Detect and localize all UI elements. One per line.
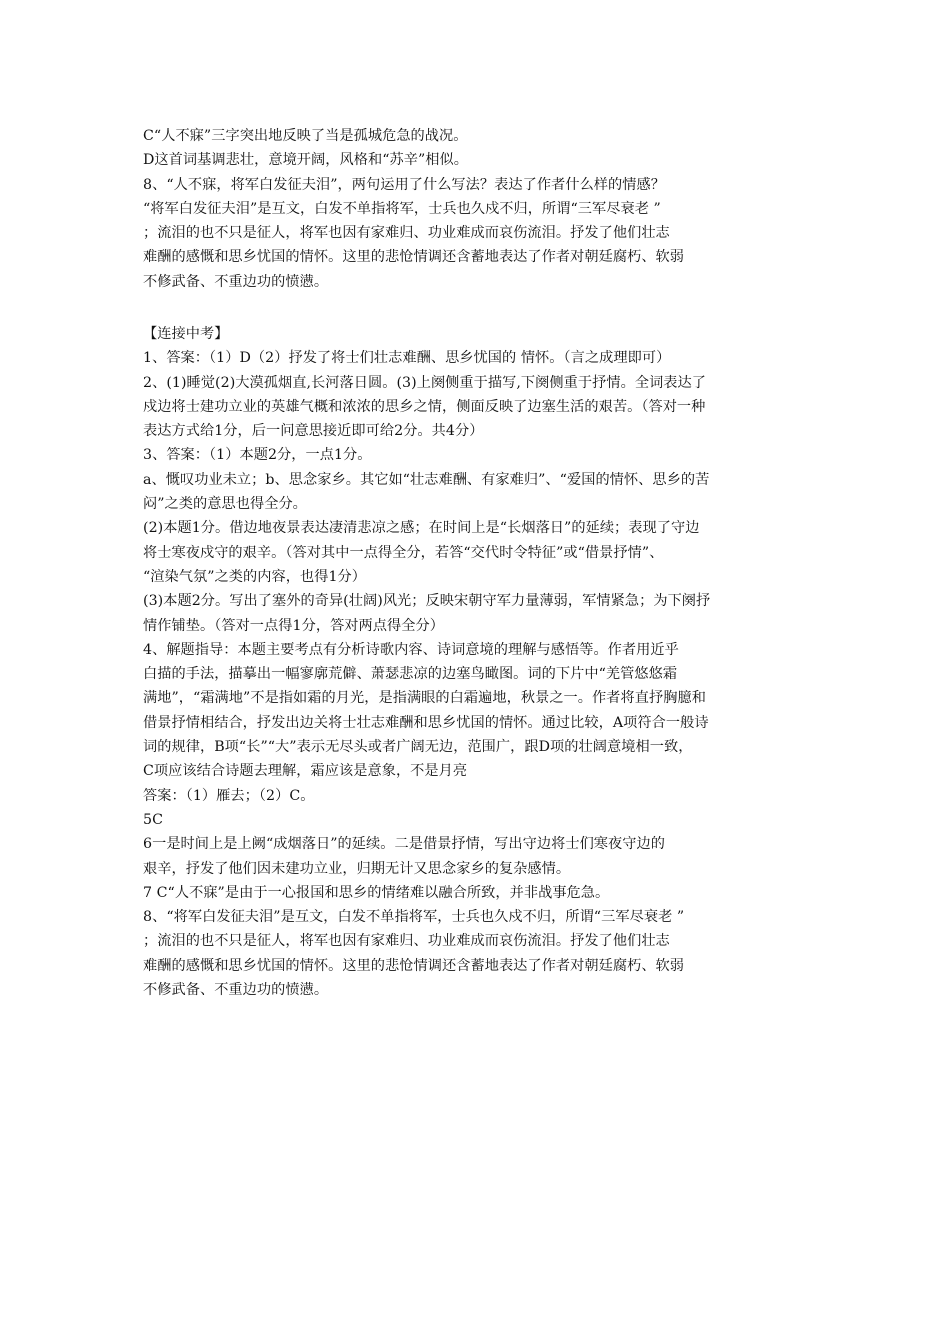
text-line: 表达方式给1分，后一问意思接近即可给2分。共4分） (143, 423, 484, 440)
text-line: a、慨叹功业未立；b、思念家乡。其它如“壮志难酬、有家难归”、“爱国的情怀、思乡的苦 (143, 471, 710, 488)
text-line: 5C (143, 811, 163, 828)
text-line: 3、答案：（1）本题2分，一点1分。 (143, 447, 372, 464)
text-line: 闷”之类的意思也得全分。 (143, 496, 307, 513)
text-line: “将军白发征夫泪”是互文，白发不单指将军，士兵也久戍不归，所谓“三军尽衰老 ” (143, 200, 661, 217)
text-line: 4、解题指导：本题主要考点有分析诗歌内容、诗词意境的理解与感悟等。作者用近乎 (143, 641, 679, 658)
text-line: 8、“将军白发征夫泪”是互文，白发不单指将军，士兵也久戍不归，所谓“三军尽衰老 ” (143, 909, 685, 926)
text-line: 6一是时间上是上阙“成烟落日”的延续。二是借景抒情，写出守边将士们寒夜守边的 (143, 836, 665, 853)
text-line: (3)本题2分。写出了塞外的奇异(壮阔)风光；反映宋朝守军力量薄弱，军情紧急；为下阕抒 (143, 593, 711, 610)
text-line: 难酬的感慨和思乡忧国的情怀。这里的悲怆情调还含蓄地表达了作者对朝廷腐朽、软弱 (143, 249, 685, 266)
text-line: 1、答案：（1）D（2）抒发了将士们壮志难酬、思乡忧国的 情怀。（言之成理即可） (143, 350, 671, 367)
text-line: 艰辛，抒发了他们因未建功立业，归期无计又思念家乡的复杂感情。 (143, 860, 571, 877)
section-heading: 【连接中考】 (143, 326, 229, 342)
text-line: 词的规律，B项“长”“大”表示无尽头或者广阔无边，范围广，跟D项的壮阔意境相一致， (143, 739, 693, 756)
text-line: 情作铺垫。（答对一点得1分，答对两点得全分） (143, 617, 444, 634)
answers-section (143, 322, 833, 1002)
question-continuation (143, 124, 833, 294)
text-line: C项应该结合诗题去理解，霜应该是意象，不是月亮 (143, 763, 468, 780)
text-line: 8、“人不寐，将军白发征夫泪”，两句运用了什么写法？表达了作者什么样的情感？ (143, 176, 665, 193)
text-line: C“人不寐”三字突出地反映了当是孤城危急的战况。 (143, 128, 468, 144)
text-line: 借景抒情相结合，抒发出边关将士壮志难酬和思乡忧国的情怀。通过比较，A项符合一般诗 (143, 714, 709, 731)
text-line: “渲染气氛”之类的内容，也得1分） (143, 568, 367, 585)
text-line: 答案：（1）雁去；（2）C。 (143, 787, 315, 804)
text-line: 2、(1)睡觉(2)大漠孤烟直,长河落日圆。(3)上阕侧重于描写,下阕侧重于抒情。全词表达了 (143, 374, 707, 391)
text-line: 不修武备、不重边功的愤懑。 (143, 982, 329, 999)
text-line: 不修武备、不重边功的愤懑。 (143, 273, 329, 290)
text-line: 7 C“人不寐”是由于一心报国和思乡的情绪难以融合所致，并非战事危急。 (143, 884, 610, 901)
text-line: ；流泪的也不只是征人，将军也因有家难归、功业难成而哀伤流泪。抒发了他们壮志 (143, 933, 670, 950)
text-line: (2)本题1分。借边地夜景表达凄清悲凉之感；在时间上是“长烟落日”的延续；表现了守边 (143, 520, 700, 537)
text-line: D这首词基调悲壮，意境开阔，风格和“苏辛”相似。 (143, 152, 469, 169)
text-line: 将士寒夜戍守的艰辛。（答对其中一点得全分，若答“交代时令特征”或“借景抒情”、 (143, 544, 664, 561)
text-line: ；流泪的也不只是征人，将军也因有家难归、功业难成而哀伤流泪。抒发了他们壮志 (143, 225, 670, 242)
text-line: 难酬的感慨和思乡忧国的情怀。这里的悲怆情调还含蓄地表达了作者对朝廷腐朽、软弱 (143, 957, 685, 974)
text-line: 白描的手法，描摹出一幅寥廓荒僻、萧瑟悲凉的边塞鸟瞰图。词的下片中“羌管悠悠霜 (143, 666, 678, 683)
text-line: 戍边将士建功立业的英雄气概和浓浓的思乡之情，侧面反映了边塞生活的艰苦。（答对一种 (143, 398, 706, 415)
text-line: 满地”，“霜满地”不是指如霜的月光，是指满眼的白霜遍地，秋景之一。作者将直抒胸臆和 (143, 690, 706, 707)
